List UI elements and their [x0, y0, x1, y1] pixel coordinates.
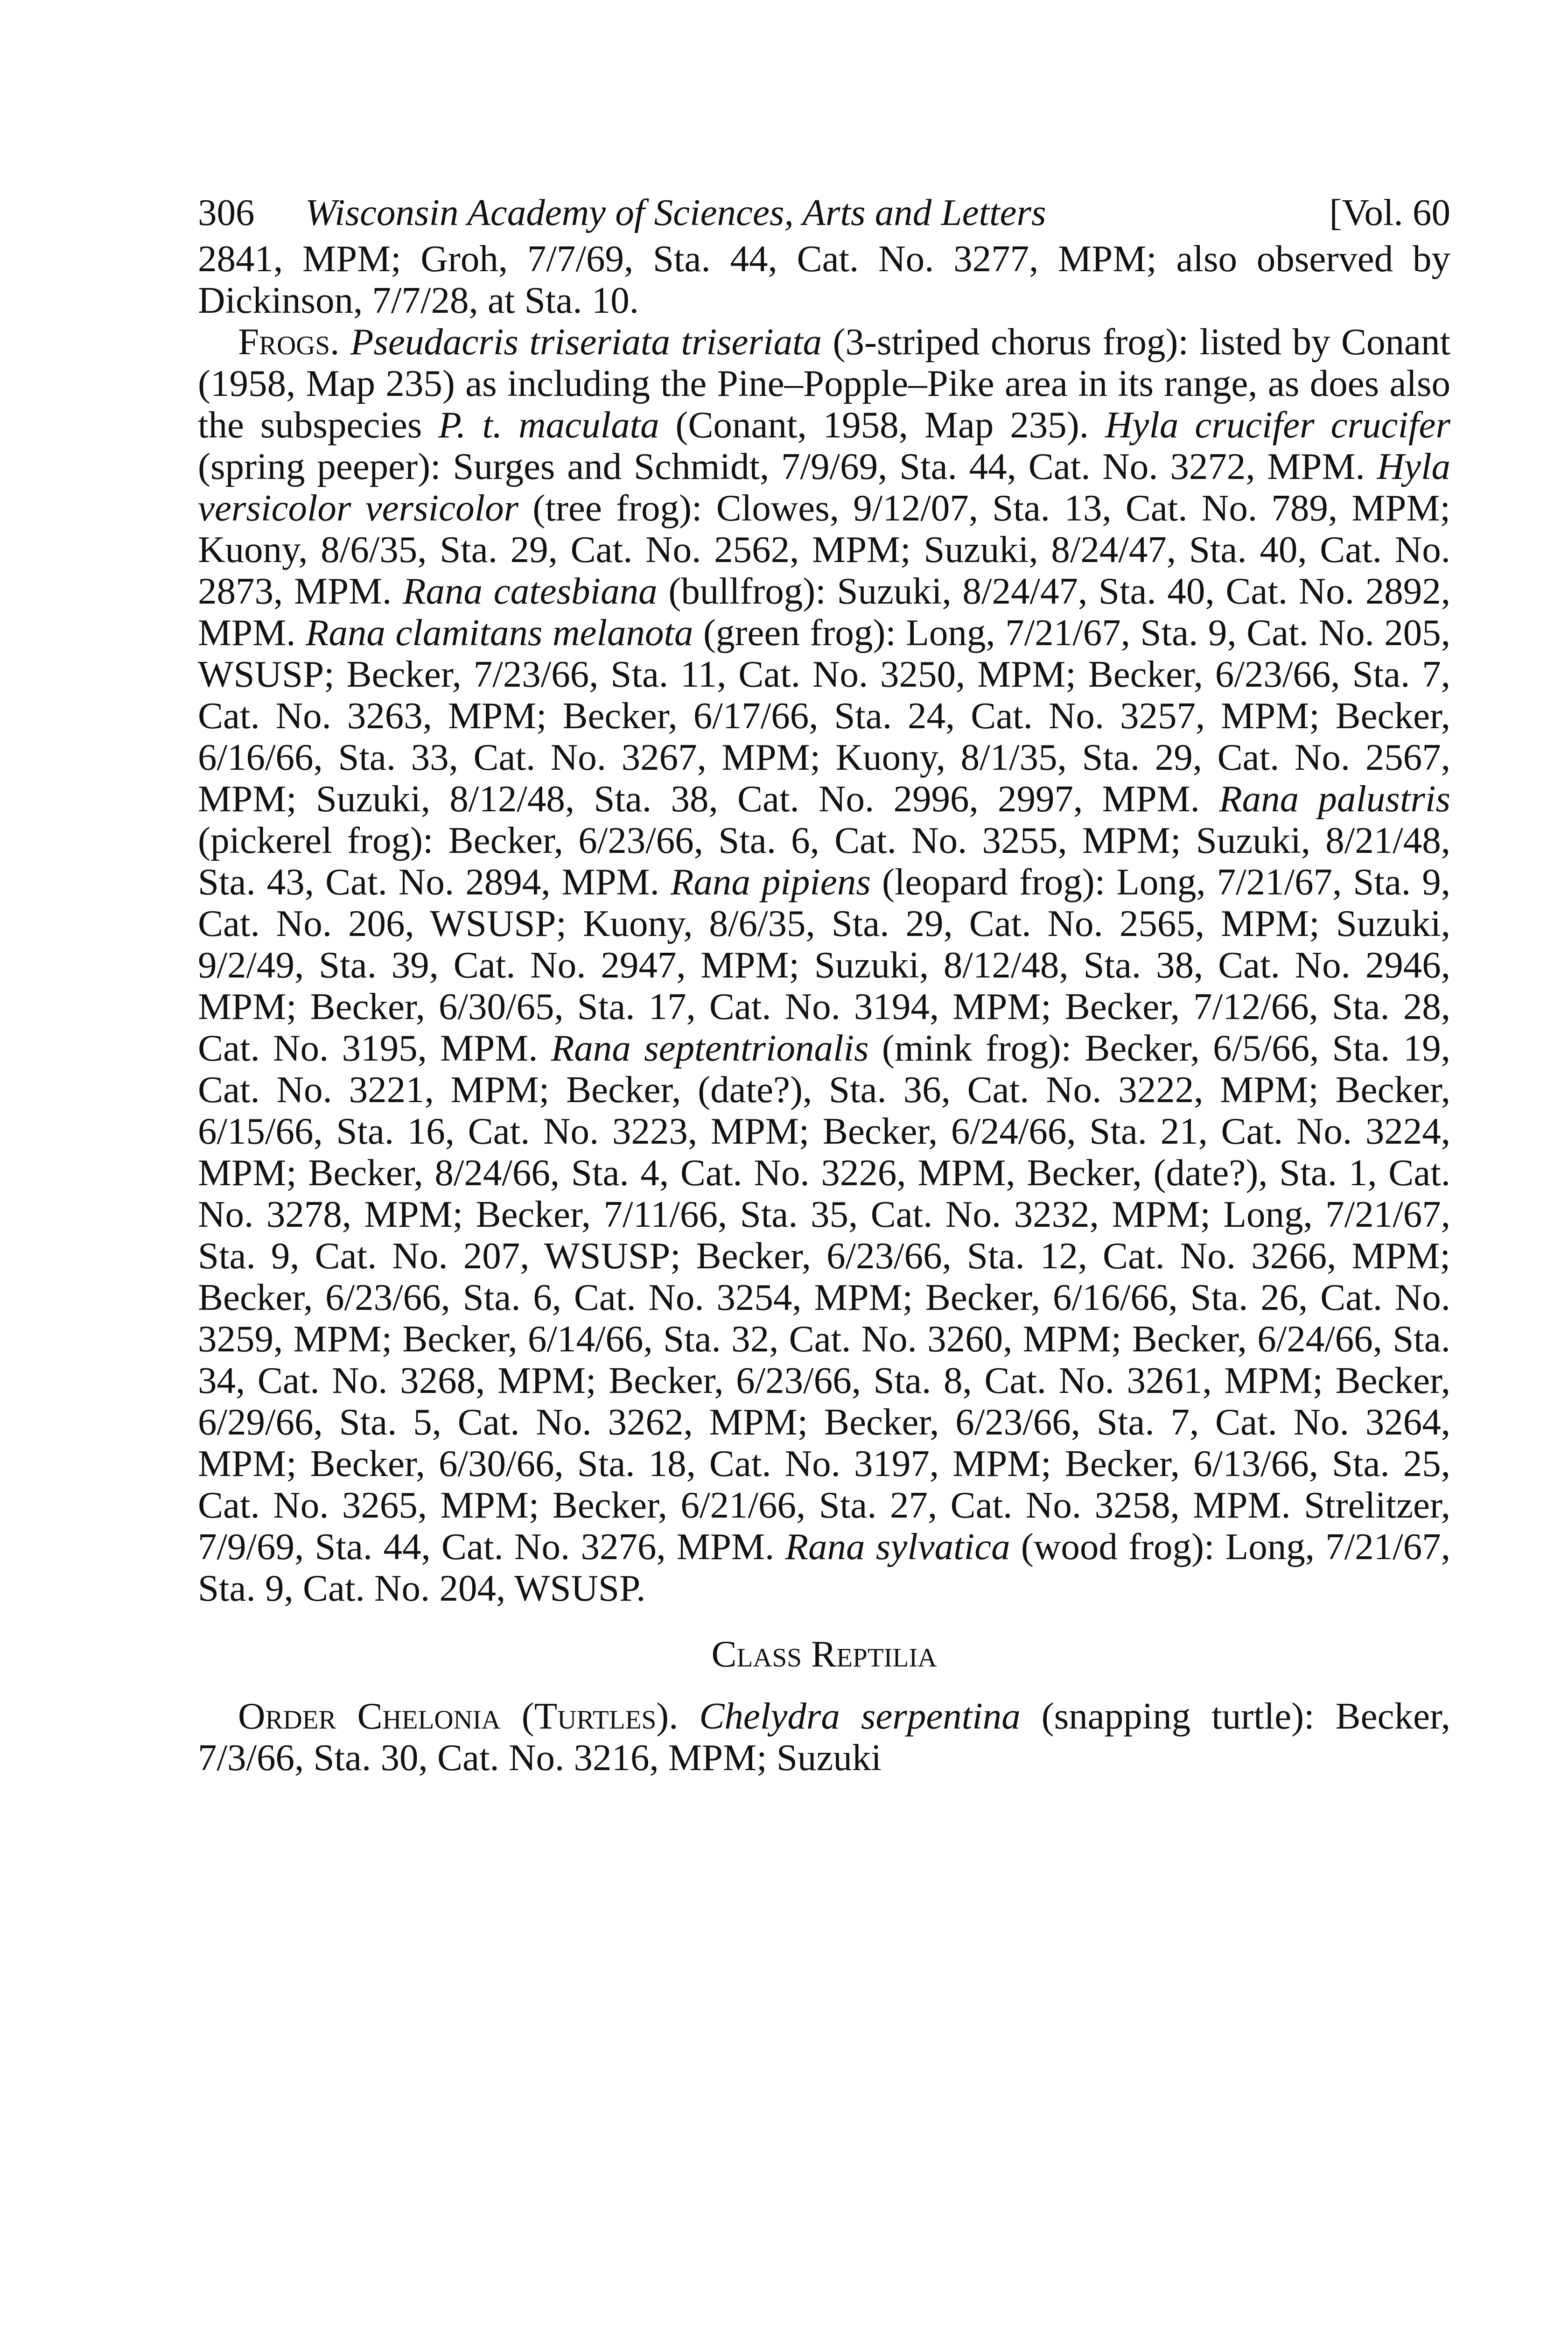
- species-name: Hyla versicolor versicolor: [198, 445, 1450, 529]
- text-run: 2841, MPM; Groh, 7/7/69, Sta. 44, Cat. No. 3277, MPM; also observed by Dickinson, 7/7/28, at Sta. 10.: [198, 238, 1450, 321]
- run-in-heading: Order Chelonia (Turtles).: [238, 1695, 679, 1737]
- text-run: (green frog): Long, 7/21/67, Sta. 9, Cat. No. 205, WSUSP; Becker, 7/23/66, Sta. 11, Cat. No. 3250, MPM; Becker, 6/23/66, Sta. 7, Cat. No. 3263, MPM; Becker, 6/17/66, Sta. 24, Cat. No. 3257, MPM; Becker, 6/16/66, Sta. 33, Cat. No. 3267, MPM; Kuony, 8/1/35, Sta. 29, Cat. No. 2567, MPM; Suzuki, 8/12/48, Sta. 38, Cat. No. 2996, 2997, MPM.: [198, 612, 1450, 820]
- species-name: Rana palustris: [1219, 778, 1451, 820]
- species-name: Rana septentrionalis: [551, 1027, 869, 1069]
- text-run: (wood frog): Long, 7/21/67, Sta. 9, Cat. No. 204, WSUSP.: [198, 1526, 1450, 1609]
- species-name: Rana sylvatica: [785, 1526, 1010, 1568]
- text-run: (spring peeper): Surges and Schmidt, 7/9/69, Sta. 44, Cat. No. 3272, MPM.: [198, 445, 1377, 487]
- running-header: [198, 187, 1450, 238]
- reptile-text: [198, 1695, 1450, 1779]
- species-name: Chelydra serpentina: [699, 1695, 1021, 1737]
- paragraph-frogs: [198, 321, 1450, 1609]
- species-name: Hyla crucifer crucifer: [1105, 404, 1450, 446]
- journal-title: Wisconsin Academy of Sciences, Arts and Letters: [305, 191, 1046, 233]
- species-name: Rana pipiens: [670, 861, 871, 903]
- text-run: [339, 321, 350, 363]
- volume-label: [Vol. 60: [1329, 191, 1450, 233]
- species-name: P. t. maculata: [438, 404, 659, 446]
- page: [198, 187, 1450, 1779]
- species-name: Pseudacris triseriata triseriata: [350, 321, 822, 363]
- species-name: Rana clamitans melanota: [305, 612, 693, 654]
- run-in-heading: Frogs.: [238, 321, 340, 363]
- species-name: Rana catesbiana: [403, 570, 658, 612]
- text-run: (bullfrog): Suzuki, 8/24/47, Sta. 40, Cat. No. 2892, MPM.: [198, 570, 1450, 654]
- section-heading: Class Reptilia: [711, 1633, 937, 1675]
- paragraph-continuation: [198, 238, 1450, 321]
- text-run: [678, 1695, 699, 1737]
- text-run: (mink frog): Becker, 6/5/66, Sta. 19, Cat. No. 3221, MPM; Becker, (date?), Sta. 36, Cat. No. 3222, MPM; Becker, 6/15/66, Sta. 16, Cat. No. 3223, MPM; Becker, 6/24/66, Sta. 21, Cat. No. 3224, MPM; Becker, 8/24/66, Sta. 4, Cat. No. 3226, MPM, Becker, (date?), Sta. 1, Cat. No. 3278, MPM; Becker, 7/11/66, Sta. 35, Cat. No. 3232, MPM; Long, 7/21/67, Sta. 9, Cat. No. 207, WSUSP; Becker, 6/23/66, Sta. 12, Cat. No. 3266, MPM; Becker, 6/23/66, Sta. 6, Cat. No. 3254, MPM; Becker, 6/16/66, Sta. 26, Cat. No. 3259, MPM; Becker, 6/14/66, Sta. 32, Cat. No. 3260, MPM; Becker, 6/24/66, Sta. 34, Cat. No. 3268, MPM; Becker, 6/23/66, Sta. 8, Cat. No. 3261, MPM; Becker, 6/29/66, Sta. 5, Cat. No. 3262, MPM; Becker, 6/23/66, Sta. 7, Cat. No. 3264, MPM; Becker, 6/30/66, Sta. 18, Cat. No. 3197, MPM; Becker, 6/13/66, Sta. 25, Cat. No. 3265, MPM; Becker, 6/21/66, Sta. 27, Cat. No. 3258, MPM. Strelitzer, 7/9/69, Sta. 44, Cat. No. 3276, MPM.: [198, 1027, 1450, 1568]
- text-run: (3-striped chorus frog): listed by Conant (1958, Map 235) as including the Pine–Popple–Pike area in its range, as does also the subspecies: [198, 321, 1451, 446]
- text-run: (snapping turtle): Becker, 7/3/66, Sta. 30, Cat. No. 3216, MPM; Suzuki: [198, 1695, 1451, 1779]
- text-run: (tree frog): Clowes, 9/12/07, Sta. 13, Cat. No. 789, MPM; Kuony, 8/6/35, Sta. 29, Cat. No. 2562, MPM; Suzuki, 8/24/47, Sta. 40, Cat. No. 2873, MPM.: [198, 487, 1451, 612]
- text-run: (Conant, 1958, Map 235).: [659, 404, 1105, 446]
- text-run: (pickerel frog): Becker, 6/23/66, Sta. 6, Cat. No. 3255, MPM; Suzuki, 8/21/48, Sta. 43, Cat. No. 2894, MPM.: [198, 819, 1450, 903]
- text-run: (leopard frog): Long, 7/21/67, Sta. 9, Cat. No. 206, WSUSP; Kuony, 8/6/35, Sta. 29, Cat. No. 2565, MPM; Suzuki, 9/2/49, Sta. 39, Cat. No. 2947, MPM; Suzuki, 8/12/48, Sta. 38, Cat. No. 2946, MPM; Becker, 6/30/65, Sta. 17, Cat. No. 3194, MPM; Becker, 7/12/66, Sta. 28, Cat. No. 3195, MPM.: [198, 861, 1450, 1069]
- page-number: 306: [198, 191, 255, 233]
- paragraph-turtles: [198, 1695, 1450, 1779]
- body-text: [198, 238, 1450, 1609]
